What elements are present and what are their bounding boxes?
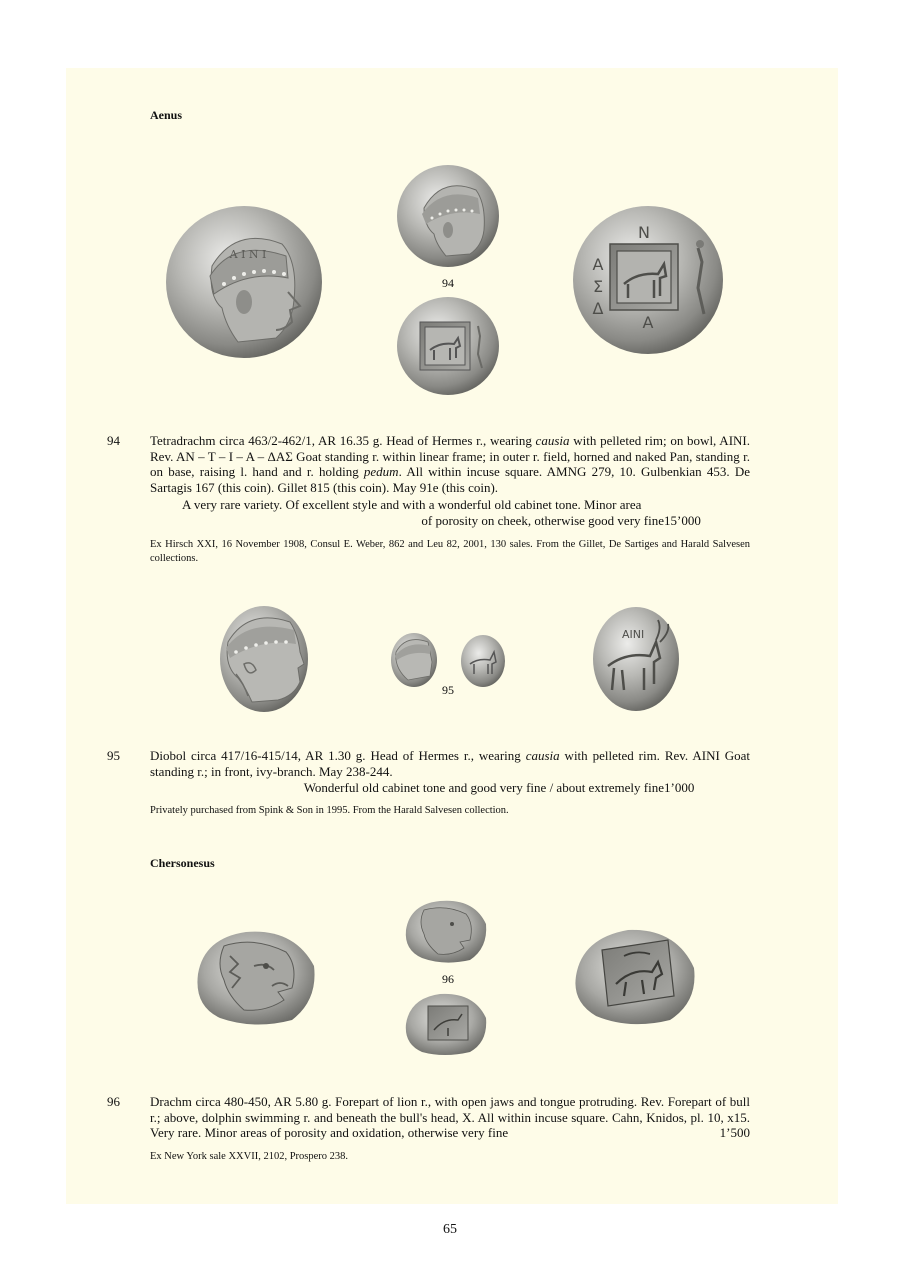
lot-description-96: Drachm circa 480-450, AR 5.80 g. Forepart of lion r., with open jaws and tongue protruding. Rev. Forepart of bull r.; above, dolphin swimming r. and beneath the bull's head, X. All within incuse square. Cahn, Knidos, pl. 10, x15. Very rare. Minor areas of porosity and oxidation, otherwise very fine 1’500: [150, 1094, 750, 1141]
obverse-legend: A I N I: [229, 248, 267, 261]
reverse-legend-2: Α: [642, 313, 654, 332]
figure-label-94: 94: [442, 276, 454, 290]
coin-96-reverse-large: [572, 924, 698, 1030]
lot-number-96: 96: [107, 1094, 120, 1109]
section-title-chersonesus: Chersonesus: [150, 856, 215, 870]
coin-94-reverse-small: [396, 296, 500, 396]
figure-label-95: 95: [442, 683, 454, 697]
lot-estimate-96: 1’500: [719, 1125, 750, 1141]
lot-estimate-95: 1’000: [664, 780, 695, 795]
reverse-legend-3: Δ: [592, 299, 604, 318]
reverse-legend-aini: AINI: [622, 628, 645, 641]
coin-94-reverse-large: [572, 204, 724, 356]
lot-condition-94-line1: A very rare variety. Of excellent style and with a wonderful old cabinet tone. Minor area: [182, 497, 642, 512]
coin-95-reverse-small: [460, 634, 506, 688]
lot-provenance-94: Ex Hirsch XXI, 16 November 1908, Consul E. Weber, 862 and Leu 82, 2001, 130 sales. From the Gillet, De Sartiges and Harald Salvesen collections.: [150, 539, 750, 564]
reverse-legend-4: Σ: [592, 277, 604, 296]
reverse-legend-5: Α: [592, 255, 604, 274]
lot-provenance-96: Ex New York sale XXVII, 2102, Prospero 238.: [150, 1151, 349, 1162]
reverse-legend-1: Ν: [638, 223, 650, 242]
lot-condition-94-line2: of porosity on cheek, otherwise good very fine 15’000: [150, 513, 750, 529]
lot-provenance-95: Privately purchased from Spink & Son in 1995. From the Harald Salvesen collection.: [150, 805, 509, 816]
lot-description-95: Diobol circa 417/16-415/14, AR 1.30 g. Head of Hermes r., wearing causia with pelleted rim. Rev. AINI Goat standing r.; in front, ivy-branch. May 238-244.: [150, 748, 750, 779]
coin-95-obverse-large: [218, 604, 310, 714]
lot-description-94: Tetradrachm circa 463/2-462/1, AR 16.35 g. Head of Hermes r., wearing causia with pelleted rim; on bowl, AINI. Rev. AN – T – I – A – ΔΑΣ Goat standing r. within linear frame; in outer r. field, horned and naked Pan, standing r. on base, raising l. hand and r. holding pedum. All within incuse square. AMNG 279, 10. Gulbenkian 453. De Sartagis 167 (this coin). Gillet 815 (this coin). May 91e (this coin).: [150, 433, 751, 495]
coin-94-obverse-small: [396, 164, 500, 268]
figure-label-96: 96: [442, 972, 454, 986]
coin-96-obverse-large: [194, 926, 318, 1030]
coin-95-reverse-large: [592, 606, 680, 712]
lot-estimate-94: 15’000: [664, 513, 701, 528]
coin-95-obverse-small: [390, 632, 438, 688]
lot-number-95: 95: [107, 748, 120, 763]
lot-condition-96: Very rare. Minor areas of porosity and oxidation, otherwise very fine: [150, 1125, 509, 1141]
coin-96-obverse-small: [404, 898, 488, 966]
lot-condition-95: Wonderful old cabinet tone and good very fine / about extremely fine 1’000: [150, 780, 750, 796]
section-title-aenus: Aenus: [150, 108, 183, 122]
lot-number-94: 94: [107, 433, 120, 448]
page-number: 65: [443, 1222, 457, 1237]
coin-94-obverse-large: [164, 204, 324, 360]
coin-96-reverse-small: [404, 990, 488, 1058]
